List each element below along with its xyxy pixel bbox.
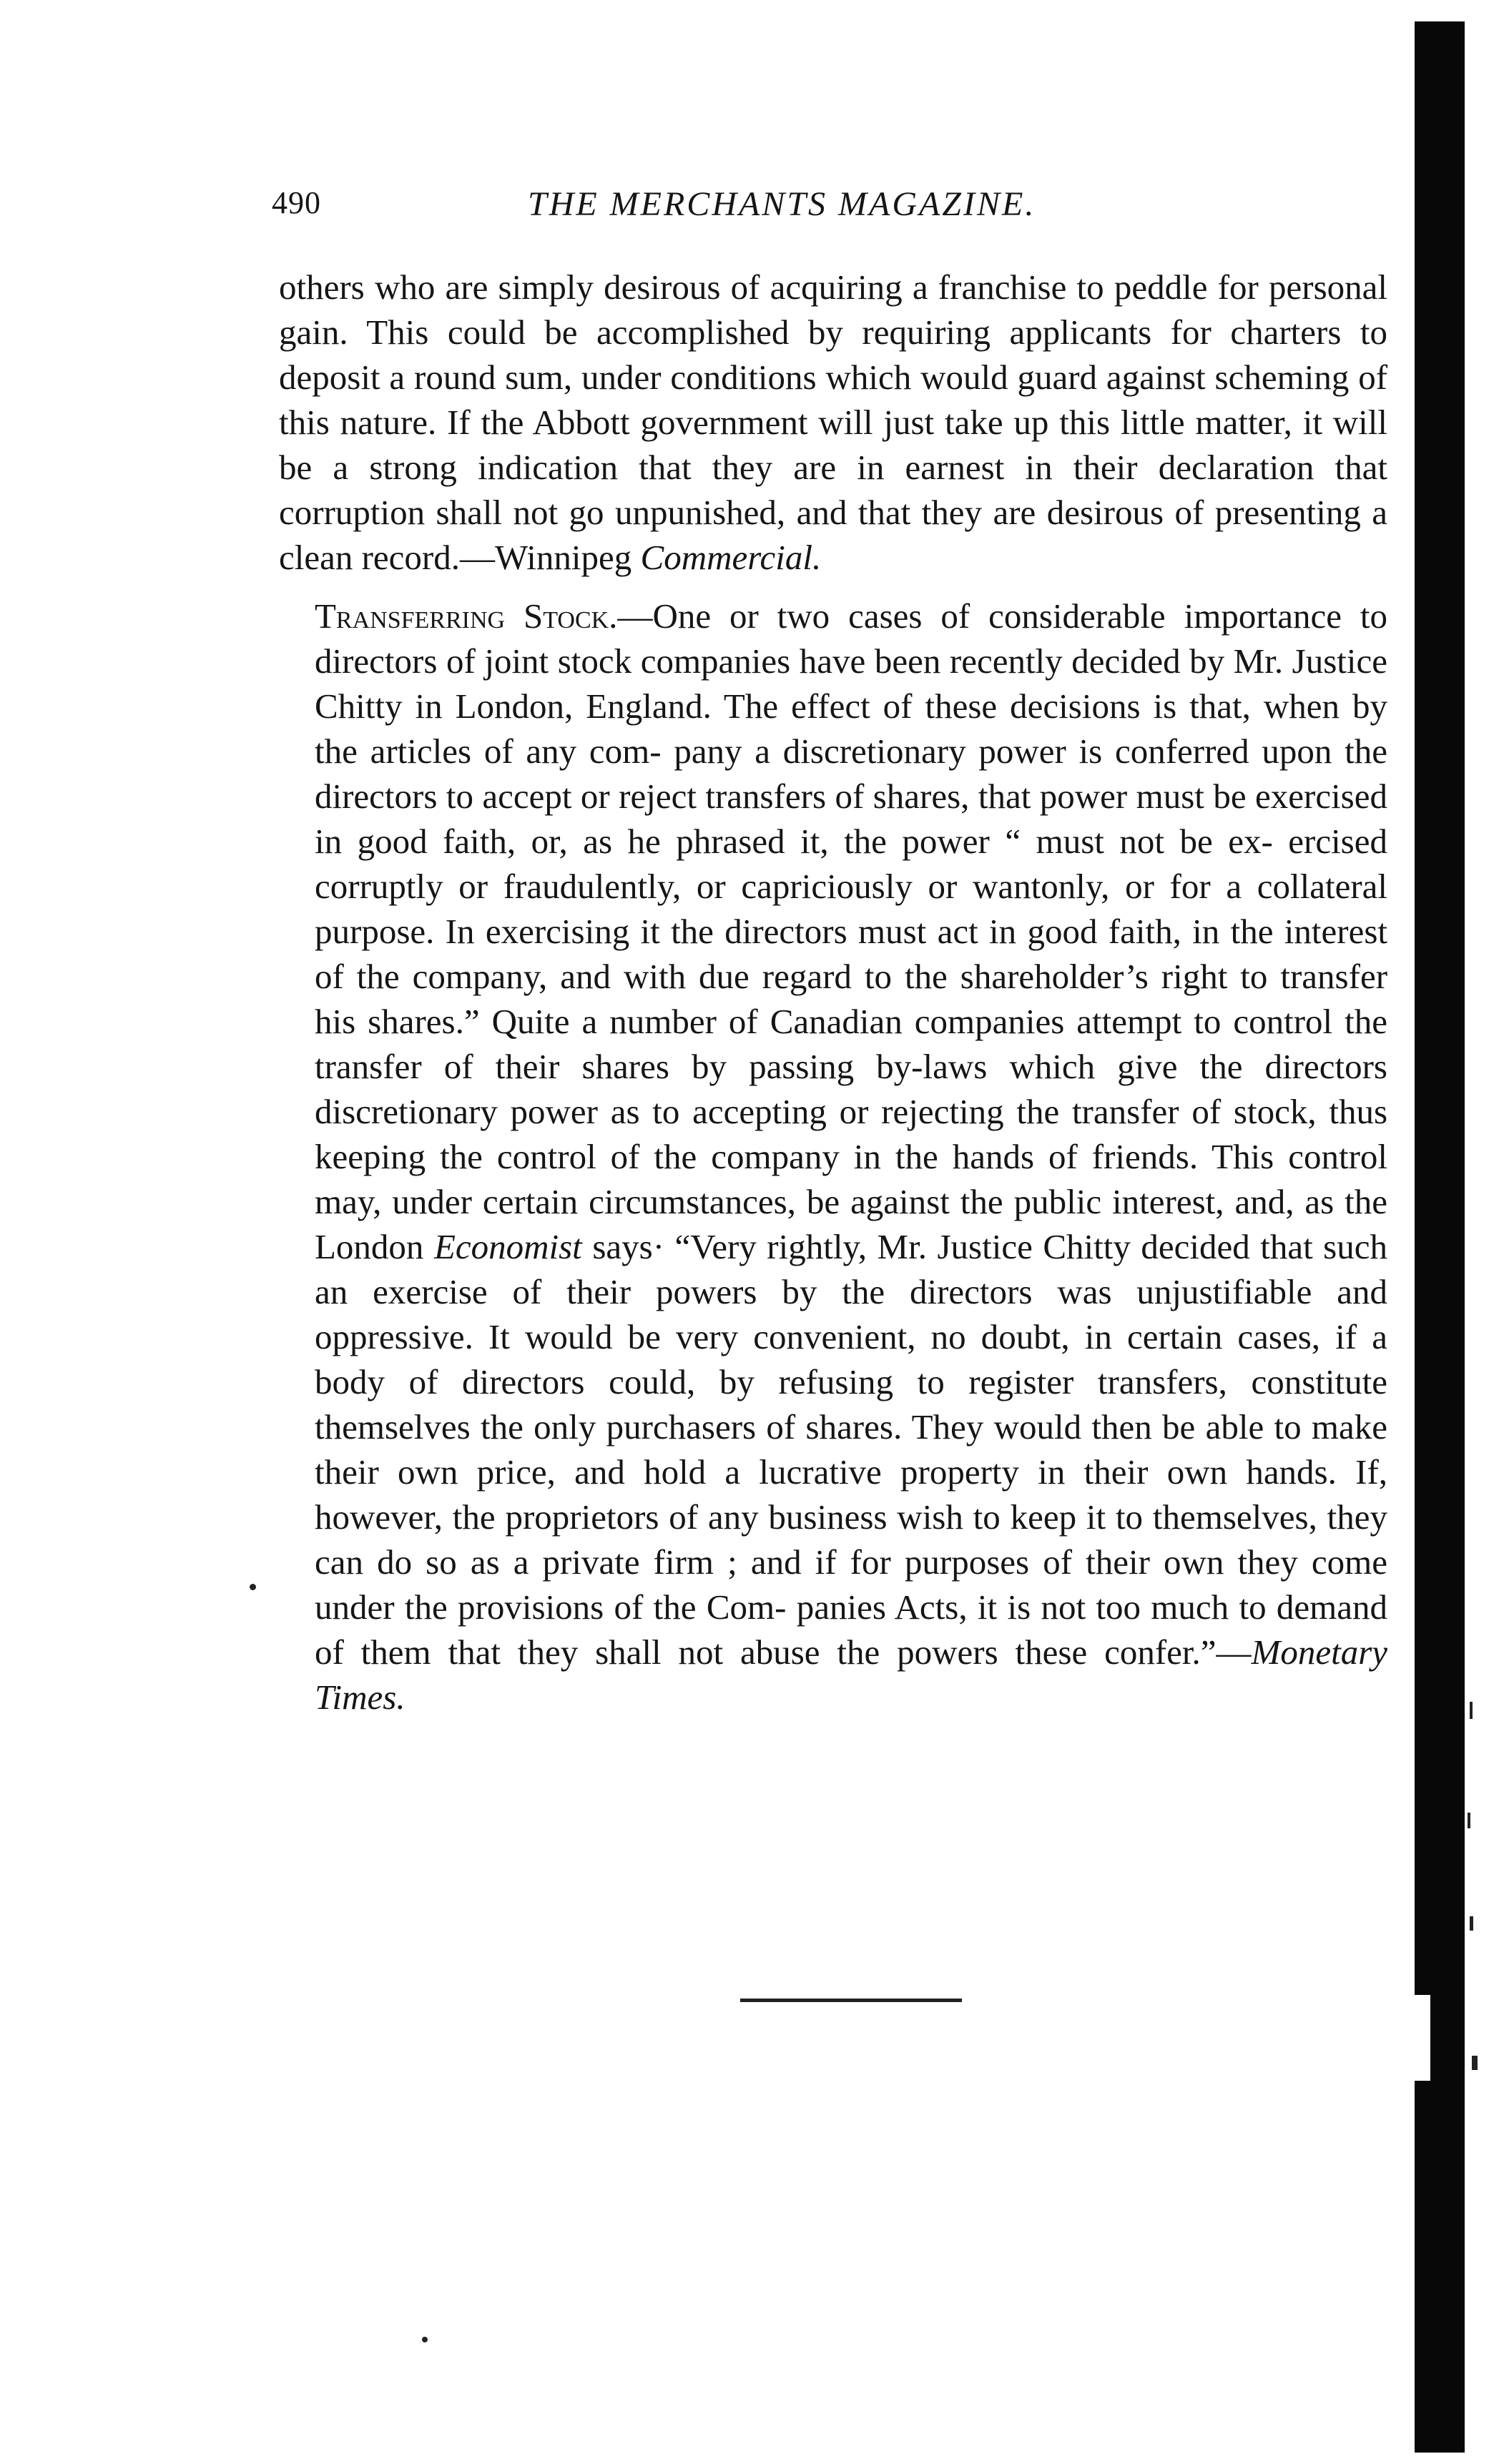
quote-line: It would be very convenient, no doubt, in certain cases, if a body	[315, 1317, 1387, 1401]
text-line: for a collateral purpose. In exercising it the directors must act in	[315, 867, 1387, 951]
section-heading: Transferring Stock.	[315, 596, 618, 636]
page-number: 490	[272, 185, 321, 220]
text-line: good faith, in the interest of the company, and with due regard to	[315, 912, 1388, 996]
text-line: ercised corruptly or fraudulently, or capriciously or wantonly, or	[315, 822, 1387, 906]
scan-speck	[250, 1584, 256, 1590]
text-line: for personal gain. This could be accomplished by requiring	[279, 267, 1388, 352]
text-line: importance to directors of joint stock companies have been	[315, 596, 1388, 681]
scan-speck	[1472, 2056, 1478, 2070]
text-line: power as to accepting or rejecting the transfer of stock,	[510, 1092, 1317, 1131]
text-line: not abuse the powers these confer.”—	[678, 1632, 1252, 1672]
scan-edge-shadow	[1415, 21, 1465, 2453]
section-divider-rule	[740, 1999, 962, 2002]
quote-line: themselves the only purchasers of shares. They would then be	[315, 1407, 1196, 1447]
text-line: others who are simply desirous of acquiring a franchise to peddle	[279, 267, 1208, 307]
text-line: says·	[581, 1227, 665, 1266]
scan-speck	[1468, 1813, 1470, 1828]
source-citation: Monetary Times.	[315, 1632, 1388, 1717]
article-text	[279, 265, 1387, 1720]
quote-line: able to make their own price, and hold a lucrative property in their	[315, 1407, 1387, 1492]
paragraph-spacer	[279, 580, 1387, 593]
text-line: against the public interest, and, as the London	[315, 1182, 1388, 1266]
economist-title: Economist	[433, 1227, 582, 1266]
page-header	[272, 184, 1194, 235]
quote-line: own hands. If, however, the proprietors of any business wish to	[315, 1452, 1388, 1537]
text-line: which would guard against scheming of this nature. If the	[279, 358, 1388, 442]
text-line: the shareholder’s right to transfer his shares.” Quite a number	[315, 957, 1388, 1041]
scan-speck	[422, 2337, 428, 2342]
text-line: shares by passing by-laws which give the directors discretionary	[315, 1047, 1387, 1131]
scan-speck	[1470, 1702, 1473, 1719]
quote-line: panies Acts, it is not too much to demand of them that they shall	[315, 1587, 1387, 1672]
text-line: of Canadian companies attempt to control the transfer of their	[315, 1002, 1387, 1086]
text-line: —One or two cases of considerable	[617, 596, 1166, 636]
quote-line: keep it to themselves, they can do so as a private firm ; and if for	[315, 1497, 1387, 1582]
text-line: recently decided by Mr. Justice Chitty in London, England. The	[315, 641, 1387, 726]
text-line: applicants for charters to deposit a round sum, under conditions	[279, 312, 1388, 397]
quote-line: “Very rightly, Mr. Justice Chitty decided that such an exercise	[315, 1227, 1387, 1311]
running-title: THE MERCHANTS MAGAZINE.	[528, 185, 1036, 223]
text-line: effect of these decisions is that, when by the articles of any com-	[315, 686, 1387, 771]
text-line: friends. This control may, under certain circumstances, be	[315, 1137, 1388, 1221]
text-line: pany a discretionary power is conferred upon the directors to	[315, 731, 1387, 816]
quote-line: of their powers by the directors was unjustifiable and oppressive.	[315, 1272, 1388, 1356]
quote-line: purposes of their own they come under the provisions of the Com-	[315, 1542, 1387, 1627]
text-line: in good faith, or, as he phrased it, the power “ must not be ex-	[315, 822, 1273, 861]
source-citation: Commercial.	[640, 538, 822, 577]
text-line: corruption shall not go unpunished, and that they are desirous of	[279, 493, 1204, 532]
text-line: presenting a clean record.—Winnipeg	[279, 493, 1388, 577]
paragraph-winnipeg-commercial	[279, 265, 1387, 580]
scan-edge-notch	[1415, 1995, 1430, 2081]
text-line: thus keeping the control of the company in the hands of	[315, 1092, 1388, 1176]
scan-speck	[1470, 1916, 1473, 1931]
text-line: accept or reject transfers of shares, that power must be exercised	[482, 777, 1387, 816]
quote-line: of directors could, by refusing to register transfers, constitute	[408, 1362, 1388, 1401]
paragraph-transferring-stock	[279, 593, 1387, 1720]
text-line: Abbott government will just take up this little matter, it will be a	[279, 403, 1387, 487]
text-line: strong indication that they are in earnest in their declaration that	[369, 448, 1387, 487]
